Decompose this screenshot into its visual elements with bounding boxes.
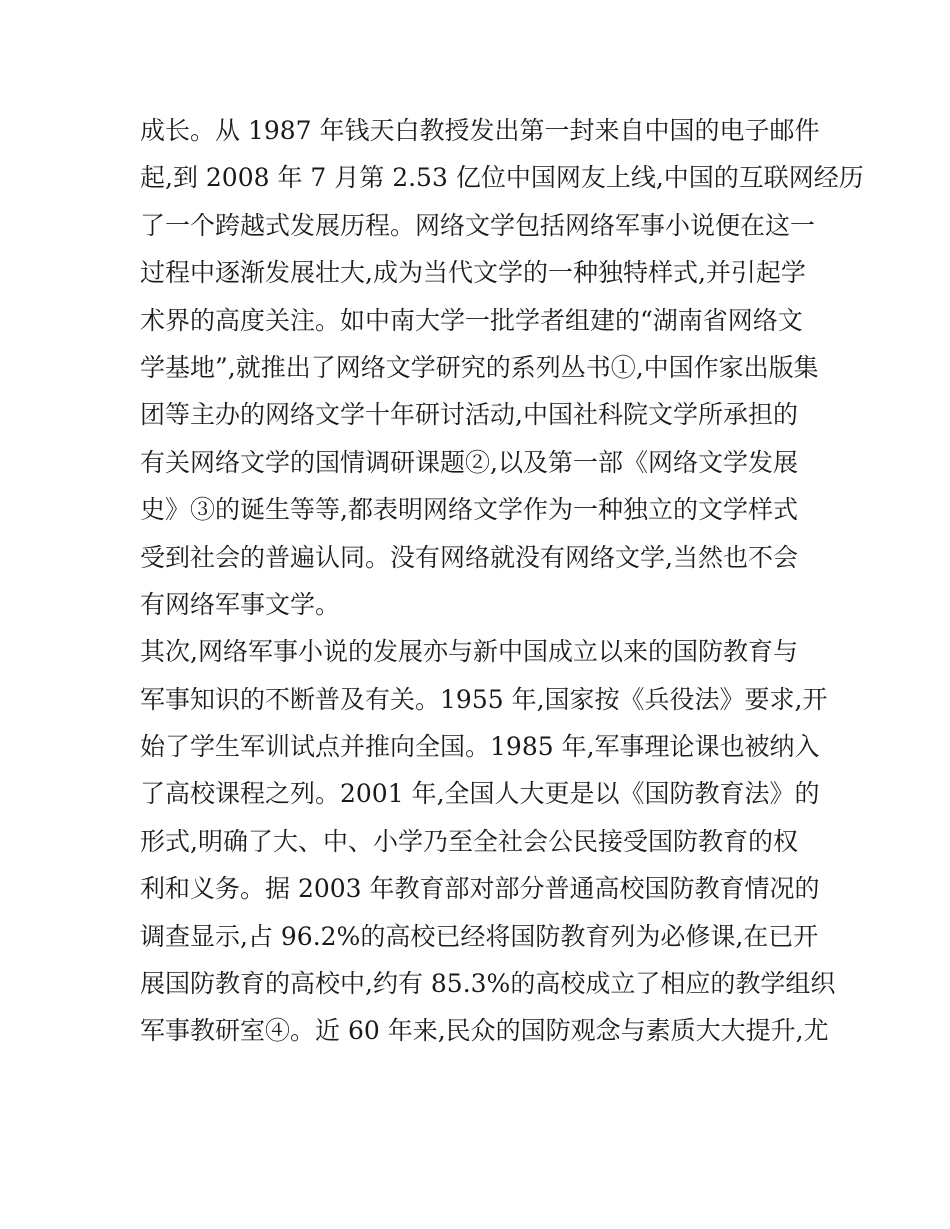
text-line: 受到社会的普遍认同。没有网络就没有网络文学,当然也不会 — [140, 542, 798, 572]
text-line: 成长。从 1987 年钱天白教授发出第一封来自中国的电子邮件 — [140, 116, 820, 145]
text-line: 史》③的诞生等等,都表明网络文学作为一种独立的文学样式 — [140, 495, 798, 525]
text-line: 展国防教育的高校中,约有 85.3%的高校成立了相应的教学组织 — [140, 969, 836, 999]
body-text — [140, 107, 864, 1055]
text-line: 有关网络文学的国情调研课题②,以及第一部《网络文学发展 — [140, 447, 798, 477]
text-line: 团等主办的网络文学十年研讨活动,中国社科院文学所承担的 — [140, 400, 798, 430]
text-line: 学基地”,就推出了网络文学研究的系列丛书①,中国作家出版集 — [140, 352, 819, 382]
paragraph-start-line: 其次,网络军事小说的发展亦与新中国成立以来的国防教育与 — [140, 637, 798, 667]
text-line: 始了学生军训试点并推向全国。1985 年,军事理论课也被纳入 — [140, 732, 820, 762]
text-line: 利和义务。据 2003 年教育部对部分普通高校国防教育情况的 — [140, 874, 820, 904]
text-line: 了高校课程之列。2001 年,全国人大更是以《国防教育法》的 — [140, 779, 820, 809]
text-line: 军事知识的不断普及有关。1955 年,国家按《兵役法》要求,开 — [140, 684, 828, 714]
text-line: 起,到 2008 年 7 月第 2.53 亿位中国网友上线,中国的互联网经历 — [140, 163, 864, 193]
text-line: 过程中逐渐发展壮大,成为当代文学的一种独特样式,并引起学 — [140, 258, 806, 288]
text-line: 形式,明确了大、中、小学乃至全社会公民接受国防教育的权 — [140, 826, 798, 856]
text-line: 术界的高度关注。如中南大学一批学者组建的“湖南省网络文 — [140, 305, 803, 335]
text-line: 了一个跨越式发展历程。网络文学包括网络军事小说便在这一 — [140, 210, 816, 240]
text-line: 军事教研室④。近 60 年来,民众的国防观念与素质大大提升,尤 — [140, 1016, 829, 1046]
text-line: 调查显示,占 96.2%的高校已经将国防教育列为必修课,在已开 — [140, 921, 819, 951]
text-line: 有网络军事文学。 — [140, 589, 341, 619]
